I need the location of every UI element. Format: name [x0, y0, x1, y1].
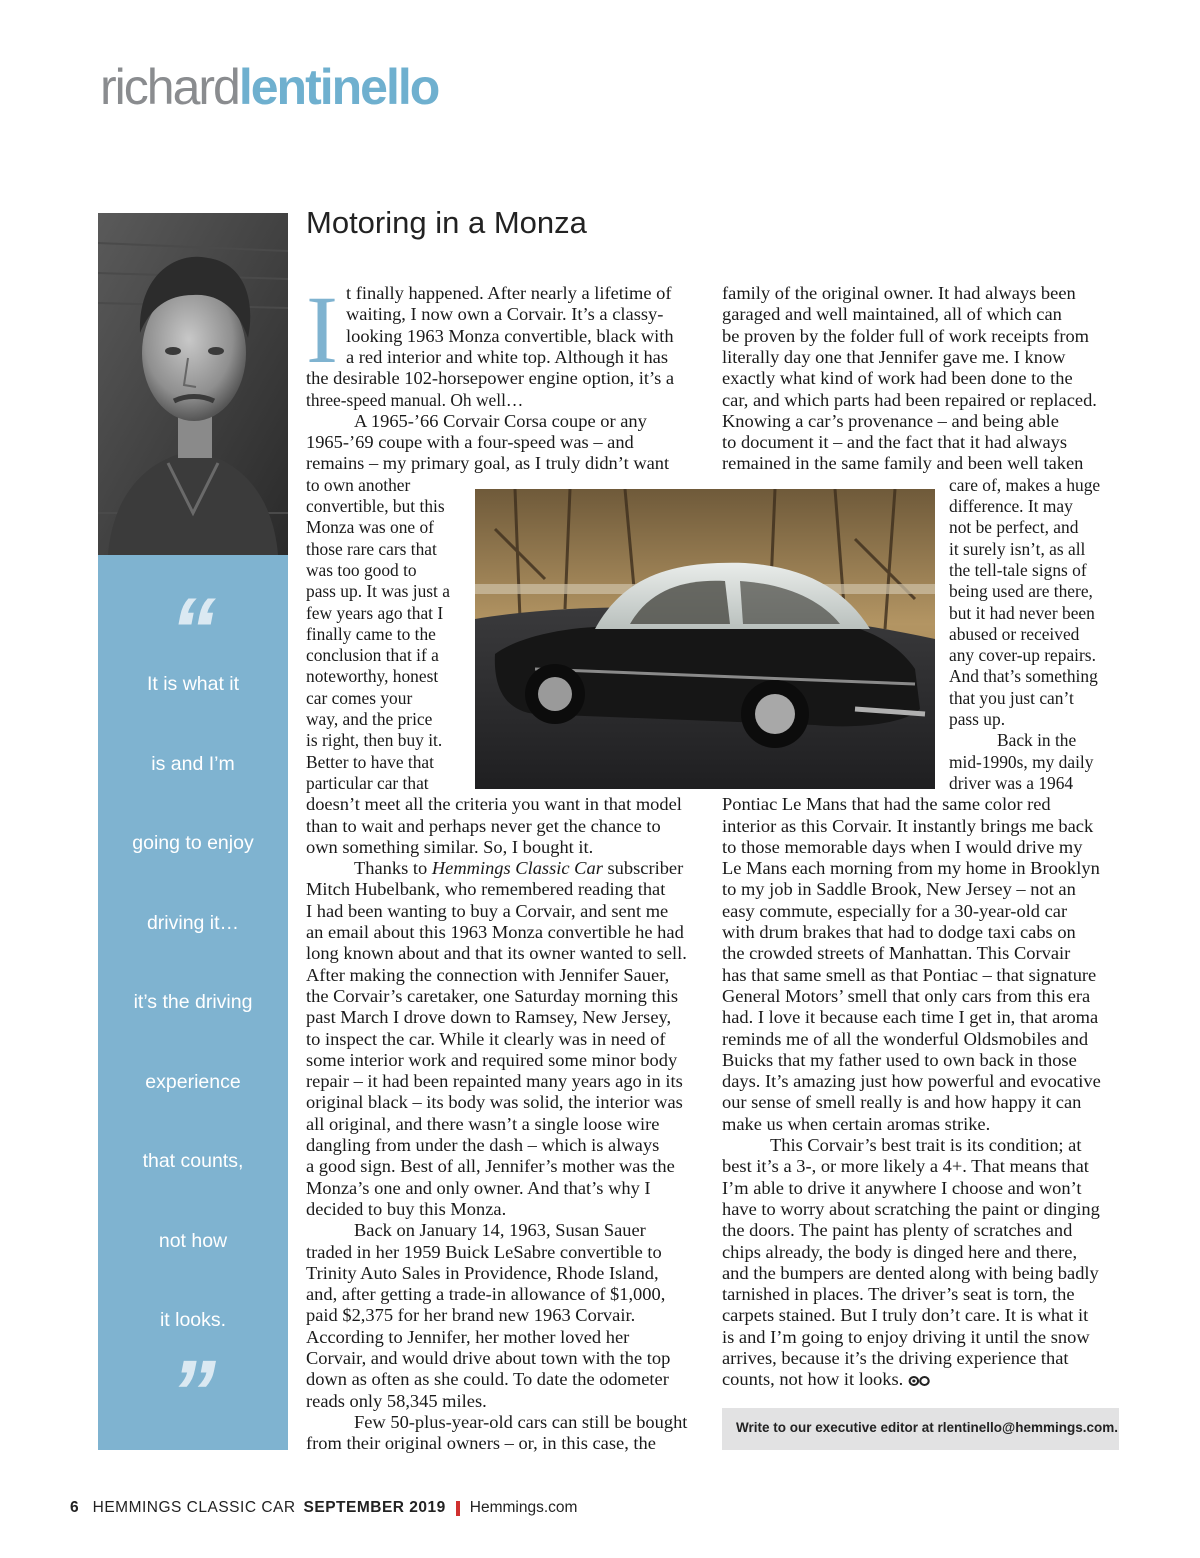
article-text-line: arrives, because it’s the driving experience that: [722, 1348, 1069, 1368]
article-text-line: the doors. The paint has plenty of scratches and: [722, 1220, 1073, 1241]
article-text-line: carpets stained. But I truly don’t care. It is what it: [722, 1305, 1089, 1326]
article-text-line: This Corvair’s best trait is its condition; at: [770, 1135, 1082, 1155]
article-text-line: Knowing a car’s provenance – and being able: [722, 410, 1059, 431]
article-text-line: finally came to the: [306, 623, 436, 644]
pull-quote-line: is and I’m: [151, 753, 235, 775]
article-text-line: best it’s a 3-, or more likely a 4+. That means that: [722, 1156, 1089, 1177]
publication-name: HEMMINGS CLASSIC CAR: [92, 1499, 296, 1516]
article-text-line: General Motors’ smell that only cars from this era: [722, 985, 1091, 1006]
article-text-line: counts, not how it looks.: [722, 1369, 931, 1390]
article-text-line: from their original owners – or, in this case, the: [306, 1433, 656, 1454]
article-text-line: Trinity Auto Sales in Providence, Rhode Island,: [306, 1262, 659, 1283]
byline-first-name: richard: [100, 59, 239, 115]
article-text-line: has that same smell as that Pontiac – that signature: [722, 964, 1097, 985]
article-text-line: Monza’s one and only owner. And that’s why I: [306, 1177, 651, 1198]
pull-quote-line: not how: [158, 1230, 228, 1252]
car-photo: [475, 489, 935, 789]
pull-quote-line: experience: [145, 1071, 241, 1093]
article-text-line: According to Jennifer, her mother loved her: [306, 1326, 630, 1347]
article-text-line: than to wait and perhaps never get the chance to: [306, 815, 661, 836]
article-text-line: waiting, I now own a Corvair. It’s a classy-: [346, 304, 664, 325]
article-text-line: our sense of smell really is and how happy it can: [722, 1092, 1082, 1113]
article-text-line: Better to have that: [306, 751, 434, 772]
article-text-line: to inspect the car. While it clearly was in need of: [306, 1028, 666, 1049]
pull-quote: [98, 555, 288, 1450]
article-text-line: to my job in Saddle Brook, New Jersey – not an: [722, 879, 1076, 900]
article-text-line: Buicks that my father used to own back in those: [722, 1049, 1077, 1070]
article-text-line: abused or received: [949, 623, 1080, 644]
article-text-line: conclusion that if a: [306, 645, 439, 666]
pull-quote-line: it looks.: [159, 1309, 227, 1331]
article-text-line: t finally happened. After nearly a lifetime of: [346, 283, 672, 303]
article-text-line: own something similar. So, I bought it.: [306, 836, 594, 857]
article-text-line: Corvair, and would drive about town with the top: [306, 1348, 671, 1368]
article-text-line: not be perfect, and: [949, 517, 1079, 538]
article-text-line: tarnished in places. The driver’s seat is torn, the: [722, 1284, 1075, 1305]
article-text-line: easy commute, especially for a 30-year-old car: [722, 900, 1068, 921]
pull-quote-line: It is what it: [146, 673, 240, 695]
article-text-line: repair – it had been repainted many years ago in its: [306, 1071, 683, 1092]
article-text-line: a red interior and white top. Although it has: [346, 346, 669, 367]
article-text-line: looking 1963 Monza convertible, black with: [346, 325, 674, 346]
article-text-line: is right, then buy it.: [306, 730, 443, 751]
article-text-line: an email about this 1963 Monza convertible he had: [306, 922, 684, 942]
article-text-line: I’m able to drive it anywhere I choose and won’t: [722, 1177, 1082, 1198]
article-text-line: any cover-up repairs.: [949, 645, 1096, 666]
article-text-line: original black – its body was solid, the interior was: [306, 1092, 683, 1113]
article-text-line: being used are there,: [949, 581, 1093, 602]
article-text-line: paid $2,375 for her brand new 1963 Corvair.: [306, 1305, 636, 1326]
drop-cap: I: [306, 276, 338, 383]
article-text-line: with drum brakes that had to dodge taxi cabs on: [722, 922, 1076, 942]
article-text-line: garaged and well maintained, all of which can: [722, 304, 1062, 325]
article-text-line: noteworthy, honest: [306, 666, 439, 687]
article-text-line: was too good to: [306, 559, 417, 580]
article-text-line: a good sign. Best of all, Jennifer’s mother was the: [306, 1156, 675, 1177]
footer-divider: [456, 1501, 460, 1516]
article-text-line: Back in the: [997, 730, 1077, 751]
article-text-line: dangling from under the dash – which is always: [306, 1135, 660, 1155]
pull-quote-line: it’s the driving: [133, 991, 253, 1013]
article-headline: Motoring in a Monza: [306, 205, 587, 240]
article-text-line: Thanks to Hemmings Classic Car subscriber: [354, 858, 684, 879]
article-text-line: it surely isn’t, as all: [949, 538, 1086, 559]
article-text-line: down as often as she could. To date the odometer: [306, 1369, 669, 1390]
article-text-line: make us when certain aromas strike.: [722, 1113, 991, 1134]
article-text-line: those rare cars that: [306, 538, 437, 559]
open-quote-mark: “: [170, 580, 216, 682]
article-text-line: particular car that: [306, 772, 429, 793]
article-text-line: car, and which parts had been repaired or replaced.: [722, 389, 1097, 410]
article-text-line: car comes your: [306, 687, 413, 708]
article-text-line: way, and the price: [306, 709, 433, 729]
pull-quote-line: that counts,: [142, 1150, 244, 1172]
article-text-line: chips already, the body is dinged here and there,: [722, 1241, 1078, 1262]
article-text-line: and the bumpers are dented along with being badly: [722, 1262, 1099, 1283]
article-text-line: all original, and there wasn’t a single loose wire: [306, 1113, 660, 1134]
article-text-line: the crowded streets of Manhattan. This Corvair: [722, 943, 1071, 964]
article-text-line: reads only 58,345 miles.: [306, 1390, 487, 1411]
article-text-line: reminds me of all the wonderful Oldsmobiles and: [722, 1028, 1089, 1049]
editor-contact-text: Write to our executive editor at rlentinello@hemmings.com.: [736, 1420, 1118, 1435]
article-text-line: had. I love it because each time I get in, that aroma: [722, 1007, 1099, 1028]
article-text-line: Monza was one of: [306, 517, 434, 538]
article-text-line: to those memorable days when I would drive my: [722, 836, 1083, 857]
article-text-line: doesn’t meet all the criteria you want in that model: [306, 794, 682, 815]
article-text-line: to document it – and the fact that it had always: [722, 432, 1068, 453]
article-text-line: days. It’s amazing just how powerful and evocative: [722, 1071, 1101, 1092]
article-text-line: is and I’m going to enjoy driving it until the snow: [722, 1326, 1090, 1347]
page-footer: [70, 1499, 577, 1517]
article-text-line: be proven by the folder full of work receipts from: [722, 325, 1090, 346]
article-text-line: And that’s something: [949, 666, 1098, 687]
article-text-line: convertible, but this: [306, 496, 445, 516]
article-text-line: difference. It may: [949, 496, 1073, 516]
article-text-line: few years ago that I: [306, 602, 444, 623]
article-text-line: some interior work and required some minor body: [306, 1049, 678, 1070]
article-text-line: three-speed manual. Oh well…: [306, 389, 524, 410]
article-text-line: Le Mans each morning from my home in Brooklyn: [722, 858, 1100, 879]
author-byline: [100, 59, 439, 115]
article-text-line: remains – my primary goal, as I truly didn’t want: [306, 453, 670, 474]
hemmings-logo-icon: [908, 1375, 931, 1387]
article-text-line: decided to buy this Monza.: [306, 1198, 507, 1219]
issue-date: SEPTEMBER 2019: [303, 1499, 446, 1516]
article-text-line: Few 50-plus-year-old cars can still be bought: [354, 1411, 688, 1432]
article-text-line: pass up.: [949, 709, 1006, 729]
article-text-line: Pontiac Le Mans that had the same color red: [722, 794, 1051, 815]
page-number: 6: [70, 1499, 79, 1516]
article-text-line: After making the connection with Jennifer Sauer,: [306, 964, 670, 985]
article-text-line: long known about and that its owner wanted to sell.: [306, 943, 687, 964]
article-text-line: driver was a 1964: [949, 772, 1074, 793]
article-text-line: interior as this Corvair. It instantly brings me back: [722, 815, 1094, 836]
article-text-line: past March I drove down to Ramsey, New Jersey,: [306, 1007, 672, 1028]
editor-contact-box: [722, 1408, 1119, 1450]
article-text-line: remained in the same family and been well taken: [722, 453, 1084, 474]
article-text-line: mid-1990s, my daily: [949, 751, 1094, 772]
publication-title-italic: Hemmings Classic Car: [431, 858, 603, 879]
article-text-line: traded in her 1959 Buick LeSabre convertible to: [306, 1241, 662, 1262]
article-text-line: to own another: [306, 474, 411, 495]
article-text-line: A 1965-’66 Corvair Corsa coupe or any: [354, 410, 647, 431]
article-text-line: that you just can’t: [949, 687, 1074, 708]
article-text-line: I had been wanting to buy a Corvair, and sent me: [306, 900, 669, 921]
article-text-line: Back on January 14, 1963, Susan Sauer: [354, 1220, 646, 1241]
website-link[interactable]: Hemmings.com: [469, 1499, 578, 1516]
article-text-line: 1965-’69 coupe with a four-speed was – and: [306, 432, 634, 453]
article-text-line: have to worry about scratching the paint or dinging: [722, 1198, 1100, 1219]
article-text-line: pass up. It was just a: [306, 581, 450, 602]
article-text-line: Mitch Hubelbank, who remembered reading that: [306, 879, 666, 900]
article-text-line: but it had never been: [949, 602, 1095, 623]
author-portrait: [98, 213, 288, 555]
close-quote-mark: ”: [170, 1342, 216, 1444]
article-text-line: the desirable 102-horsepower engine option, it’s a: [306, 368, 675, 389]
byline-last-name: lentinello: [238, 59, 439, 115]
article-text-line: and, after getting a trade-in allowance of $1,000,: [306, 1284, 666, 1305]
article-text-line: the tell-tale signs of: [949, 559, 1087, 580]
pull-quote-line: going to enjoy: [132, 832, 254, 854]
article-text-line: the Corvair’s caretaker, one Saturday morning this: [306, 985, 679, 1006]
article-text-line: exactly what kind of work had been done to the: [722, 368, 1073, 389]
article-text-line: family of the original owner. It had always been: [722, 283, 1076, 303]
article-text-line: care of, makes a huge: [949, 474, 1101, 495]
pull-quote-line: driving it…: [146, 912, 240, 934]
article-text-line: literally day one that Jennifer gave me. I know: [722, 346, 1066, 367]
